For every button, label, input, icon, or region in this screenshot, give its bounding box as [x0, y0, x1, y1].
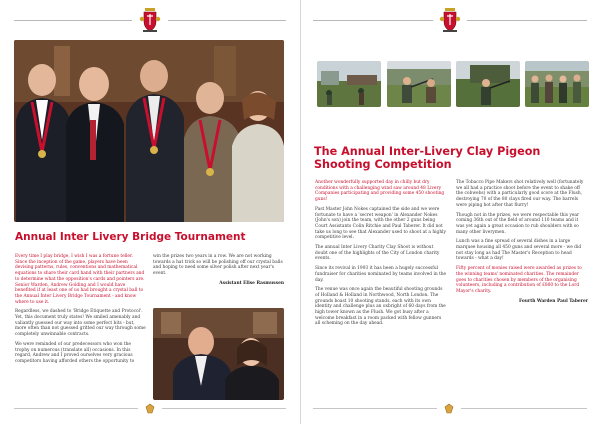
author-signature: Fourth Warden Paul Taberer: [519, 298, 588, 304]
heading-line: Shooting Competition: [314, 158, 452, 171]
page-heading: Annual Inter Livery Bridge Tournament: [15, 231, 246, 243]
body-paragraph: Regardless, we dashed to 'Bridge Etiquette and Protocol'. Yet, this document truly states! We smiled amenably and valiantly guessed our way into some perfect bits - but, more often than not guessed gritted our way through some completely unwinnable contracts.: [15, 309, 146, 338]
heading-line: The Annual Inter-Livery Clay Pigeon: [314, 145, 541, 158]
header-rule: [14, 20, 132, 21]
page-heading: [314, 145, 540, 171]
team-photo: [525, 61, 589, 107]
lead-paragraph: Another wonderfully supported day in chilly but dry conditions with a challenging wind saw around 48 Livery Companies participating and providing some 450 shooting guns!: [315, 180, 445, 203]
right-page: [300, 0, 600, 424]
charity-paragraph: Fifty percent of monies raised were awarded as prizes to the winning teams' nominated charities. The remainder goes to charities chosen by members of the organising volunteers, including a contribution of £800 to the Lord Mayor's charity.: [456, 266, 582, 294]
article-column-1: [315, 180, 447, 331]
article-column-1: [15, 254, 146, 369]
body-paragraph: win the prizes two years in a row. We are not working towards a hat trick so will be polishing off our crystal balls and hoping to need some silver polish after next year's event.: [153, 254, 283, 277]
company-crest-icon: [139, 7, 161, 33]
footer-crest-icon: [443, 403, 455, 415]
author-signature: Assistant Elise Rasmussen: [219, 280, 284, 286]
header-rule: [467, 20, 587, 21]
header-rule: [313, 20, 433, 21]
shooting-ground-photo: [317, 61, 381, 107]
body-paragraph: Since its revival in 1993 it has been a hugely successful fundraiser for charities nominated by teams involved in the day.: [315, 266, 447, 283]
footer-rule: [14, 408, 138, 409]
footer-rule: [313, 408, 437, 409]
bridge-team-photo: [14, 40, 284, 222]
body-paragraph: The Tobacco Pipe Makers shot relatively well (fortunately we all had a practice shoot before the event to shake off the cobwebs) with a particularly good score at the Flush, destroying 70 of the 80 clays fired our way. The barrels were piping hot after that flurry!: [456, 180, 584, 208]
footer-rule: [461, 408, 587, 409]
article-column-2: [456, 180, 588, 308]
body-paragraph: Though not in the prizes, we were respectable this year coming 36th out of the field of around 110 teams and it was yet again a great occasion to rub shoulders with so many other liverymen.: [456, 212, 580, 235]
footer-rule: [162, 408, 286, 409]
footer-crest-icon: [144, 403, 156, 415]
body-paragraph: The annual Inter Livery Charity Clay Shoot is without doubt one of the highlights of the City of London charity events.: [315, 245, 440, 262]
body-paragraph: Lunch was a fine spread of several dishes in a large marquee housing all 450 guns and several more - we did not stay long as had The Master's Reception to head towards - what a day!: [456, 239, 582, 262]
intro-paragraph: Every time I play bridge, I wish I was a fortune teller. Since the inception of the game, players have been devising patterns, rules, conventions and mathematical equations to share their card hand with their partners and to determine what the opposition's cards and pointers are. Senior Warden, Andrew Golding and I would have benefited if at least one of us had brought a crystal ball to the Annual Inter Livery Bridge Tournament - and know where to use it.: [15, 254, 145, 305]
bridge-players-photo: [153, 308, 284, 400]
shooters-photo: [387, 61, 451, 107]
header-rule: [168, 20, 286, 21]
article-column-2: [153, 254, 284, 291]
body-paragraph: We were reminded of our predecessors who won the trophy on numerous (translate all) occasions. In this regard, Andrew and I proved ourselves very gracious competitors having afforded others the opportunity to: [15, 341, 135, 364]
body-paragraph: The venue was once again the beautiful shooting grounds of Holland & Holland in Northwood, North London. The grounds boast 10 shooting stands, each with its own identity and challenge plus an oxbright of 60 days from the high tower known as the Flush. We got busy after a welcome breakfast in a room packed with fellow gunners all scheming on the day ahead.: [315, 287, 446, 327]
shooting-stand-photo: [456, 61, 520, 107]
body-paragraph: Past Master John Nokes captained the side and we were fortunate to have a 'secret weapon' in Alexander Nokes (John's son) join the team, with the other 2 guns being Court Assistants Colin Ritchie and Paul Taberer. It did not take us long to see that Alexander used to shoot at a highly competitive level.: [315, 206, 446, 241]
company-crest-icon: [439, 7, 461, 33]
